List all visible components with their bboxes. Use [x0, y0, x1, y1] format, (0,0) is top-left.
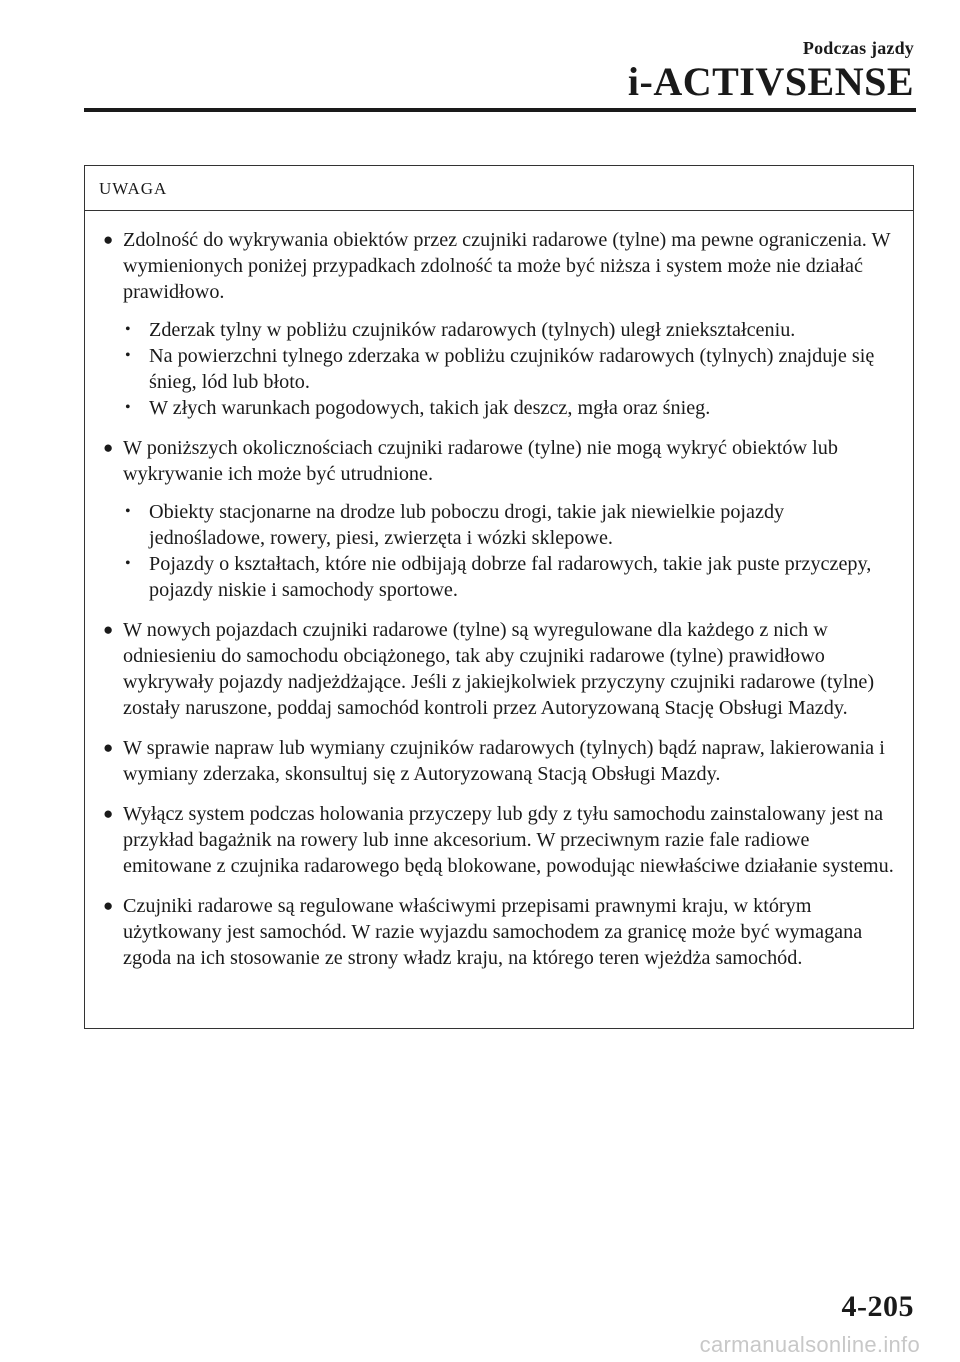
caution-body: [85, 211, 913, 971]
sub-bullet-icon: •: [125, 347, 131, 364]
sub-list-item: [123, 499, 897, 551]
caution-item: [103, 435, 897, 603]
caution-item: [103, 227, 897, 421]
sub-list-item: [123, 343, 897, 395]
bullet-icon: ●: [103, 230, 114, 249]
page-number: 4-205: [841, 1290, 914, 1323]
watermark-text: carmanualsonline.info: [699, 1332, 920, 1357]
bullet-icon: ●: [103, 738, 114, 757]
caution-item: [103, 893, 897, 971]
caution-item-text: Zdolność do wykrywania obiektów przez czujniki radarowe (tylne) ma pewne ograniczenia. W wymienionych poniżej przypadkach zdolność ta może być niższa i system może nie działać prawidłowo.: [123, 229, 891, 303]
section-label: Podczas jazdy: [802, 38, 914, 58]
caution-item: [103, 735, 897, 787]
sub-list-item: [123, 395, 897, 421]
sub-list-item: [123, 317, 897, 343]
sub-list-item-text: W złych warunkach pogodowych, takich jak deszcz, mgła oraz śnieg.: [149, 397, 711, 419]
sub-list-item-text: Obiekty stacjonarne na drodze lub poboczu drogi, takie jak niewielkie pojazdy jednośladowe, rowery, piesi, zwierzęta i wózki sklepowe.: [149, 501, 785, 549]
caution-box: [84, 165, 914, 1029]
sub-list-item-text: Na powierzchni tylnego zderzaka w pobliżu czujników radarowych (tylnych) znajduje się śnieg, lód lub błoto.: [149, 345, 875, 393]
sub-list: [123, 499, 897, 603]
bullet-icon: ●: [103, 896, 114, 915]
page-title: i-ACTIVSENSE: [627, 59, 914, 104]
sub-bullet-icon: •: [125, 399, 131, 416]
caution-item-text: W poniższych okolicznościach czujniki radarowe (tylne) nie mogą wykryć obiektów lub wykrywanie ich może być utrudnione.: [123, 437, 838, 485]
caution-item: [103, 617, 897, 721]
sub-bullet-icon: •: [125, 555, 131, 572]
bullet-icon: ●: [103, 804, 114, 823]
caution-item-text: Wyłącz system podczas holowania przyczepy lub gdy z tyłu samochodu zainstalowany jest na przykład bagażnik na rowery lub inne akcesorium. W przeciwnym razie fale radiowe emitowane z czujnika radarowego będą blokowane, powodując niewłaściwe działanie systemu.: [123, 803, 894, 877]
caution-item: [103, 801, 897, 879]
sub-list-item-text: Zderzak tylny w pobliżu czujników radarowych (tylnych) uległ zniekształceniu.: [149, 319, 796, 341]
caution-item-text: W sprawie napraw lub wymiany czujników radarowych (tylnych) bądź napraw, lakierowania i wymiany zderzaka, skonsultuj się z Autoryzowaną Stacją Obsługi Mazdy.: [123, 737, 885, 785]
sub-list: [123, 317, 897, 421]
caution-item-text: Czujniki radarowe są regulowane właściwymi przepisami prawnymi kraju, w którym użytkowany jest samochód. W razie wyjazdu samochodem za granicę może być wymagana zgoda na ich stosowanie ze strony władz kraju, na którego teren wjeżdża samochód.: [123, 895, 863, 969]
sub-bullet-icon: •: [125, 503, 131, 520]
sub-list-item: [123, 551, 897, 603]
sub-list-item-text: Pojazdy o kształtach, które nie odbijają dobrze fal radarowych, takie jak puste przyczepy, pojazdy niskie i samochody sportowe.: [149, 553, 872, 601]
caution-heading: UWAGA: [85, 166, 913, 211]
caution-item-text: W nowych pojazdach czujniki radarowe (tylne) są wyregulowane dla każdego z nich w odniesieniu do samochodu obciążonego, tak aby czujniki radarowe (tylne) prawidłowo wykrywały pojazdy nadjeżdżające. Jeśli z jakiejkolwiek przyczyny czujniki radarowe (tylne) zostały naruszone, poddaj samochód kontroli przez Autoryzowaną Stację Obsługi Mazdy.: [123, 619, 875, 719]
sub-bullet-icon: •: [125, 321, 131, 338]
header-divider: [84, 108, 916, 112]
bullet-icon: ●: [103, 620, 114, 639]
bullet-icon: ●: [103, 438, 114, 457]
